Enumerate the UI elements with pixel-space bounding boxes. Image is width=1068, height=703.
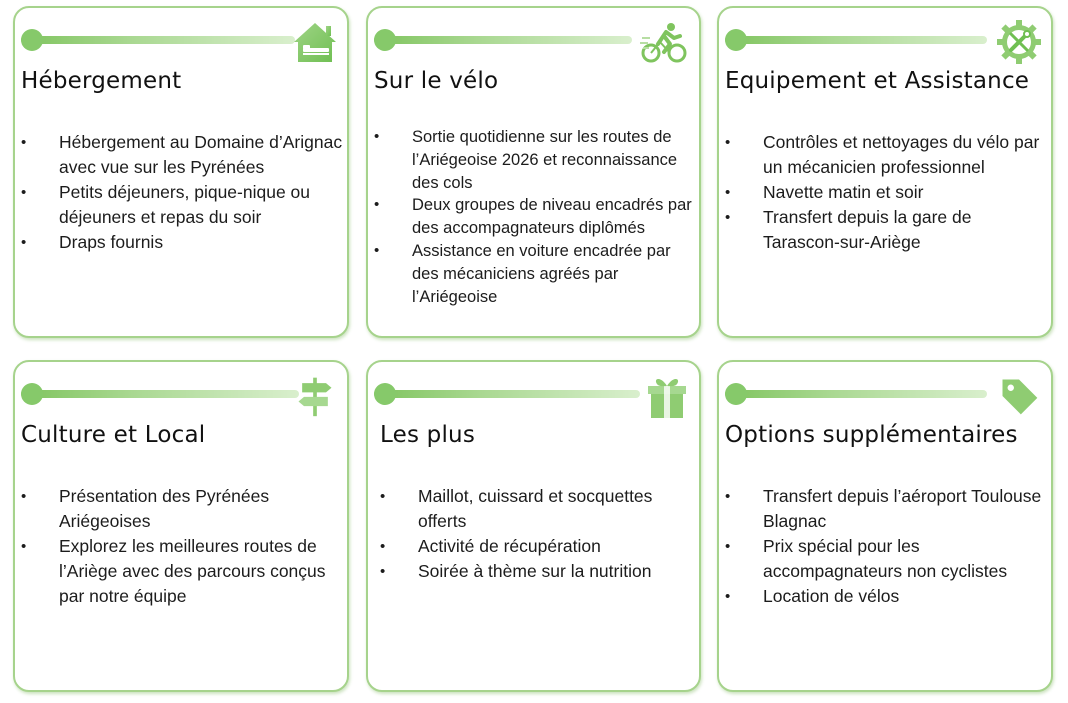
- house-icon: [291, 18, 339, 66]
- list-item: • Présentation des Pyrénées Ariégeoises: [21, 484, 345, 534]
- card-title: Les plus: [380, 422, 476, 448]
- card-dot: [374, 29, 396, 51]
- card-title: Options supplémentaires: [725, 422, 1018, 448]
- list-item: • Activité de récupération: [380, 534, 697, 559]
- card-progress-line: [725, 390, 987, 398]
- card-list: [374, 126, 697, 308]
- card-les-plus: [366, 360, 701, 692]
- card-list: [725, 130, 1049, 255]
- card-list: [380, 484, 697, 584]
- list-item: • Transfert depuis la gare de Tarascon-sur-Ariège: [725, 205, 1049, 255]
- card-list: [21, 130, 345, 255]
- card-title: Hébergement: [21, 68, 182, 94]
- card-list: [725, 484, 1049, 609]
- list-item: • Deux groupes de niveau encadrés par des accompagnateurs diplômés: [374, 194, 697, 240]
- list-item: • Location de vélos: [725, 584, 1049, 609]
- card-dot: [725, 29, 747, 51]
- list-item: • Maillot, cuissard et socquettes offerts: [380, 484, 697, 534]
- card-list: [21, 484, 345, 609]
- card-dot: [21, 383, 43, 405]
- card-progress-line: [21, 36, 295, 44]
- card-dot: [374, 383, 396, 405]
- gift-icon: [643, 372, 691, 420]
- card-progress-line: [374, 390, 640, 398]
- list-item: • Assistance en voiture encadrée par des mécaniciens agréés par l’Ariégeoise: [374, 240, 697, 308]
- list-item: • Sortie quotidienne sur les routes de l’Ariégeoise 2026 et reconnaissance des cols: [374, 126, 697, 194]
- list-item: • Hébergement au Domaine d’Arignac avec vue sur les Pyrénées: [21, 130, 345, 180]
- list-item: • Draps fournis: [21, 230, 345, 255]
- gear-tools-icon: [995, 18, 1043, 66]
- card-title: Equipement et Assistance: [725, 68, 1030, 94]
- card-title: Sur le vélo: [374, 68, 499, 94]
- card-sur-le-velo: [366, 6, 701, 338]
- list-item: • Prix spécial pour les accompagnateurs non cyclistes: [725, 534, 1049, 584]
- card-progress-line: [725, 36, 987, 44]
- card-culture-local: [13, 360, 349, 692]
- list-item: • Contrôles et nettoyages du vélo par un mécanicien professionnel: [725, 130, 1049, 180]
- list-item: • Petits déjeuners, pique-nique ou déjeuners et repas du soir: [21, 180, 345, 230]
- card-dot: [725, 383, 747, 405]
- card-progress-line: [374, 36, 632, 44]
- card-progress-line: [21, 390, 299, 398]
- card-options-supplementaires: [717, 360, 1053, 692]
- list-item: • Soirée à thème sur la nutrition: [380, 559, 697, 584]
- card-equipement-assistance: [717, 6, 1053, 338]
- list-item: • Navette matin et soir: [725, 180, 1049, 205]
- card-hebergement: [13, 6, 349, 338]
- cyclist-icon: [635, 18, 693, 66]
- signpost-icon: [293, 372, 337, 420]
- list-item: • Transfert depuis l’aéroport Toulouse Blagnac: [725, 484, 1049, 534]
- card-dot: [21, 29, 43, 51]
- card-title: Culture et Local: [21, 422, 206, 448]
- list-item: • Explorez les meilleures routes de l’Ariège avec des parcours conçus par notre équipe: [21, 534, 345, 609]
- price-tag-icon: [997, 372, 1041, 420]
